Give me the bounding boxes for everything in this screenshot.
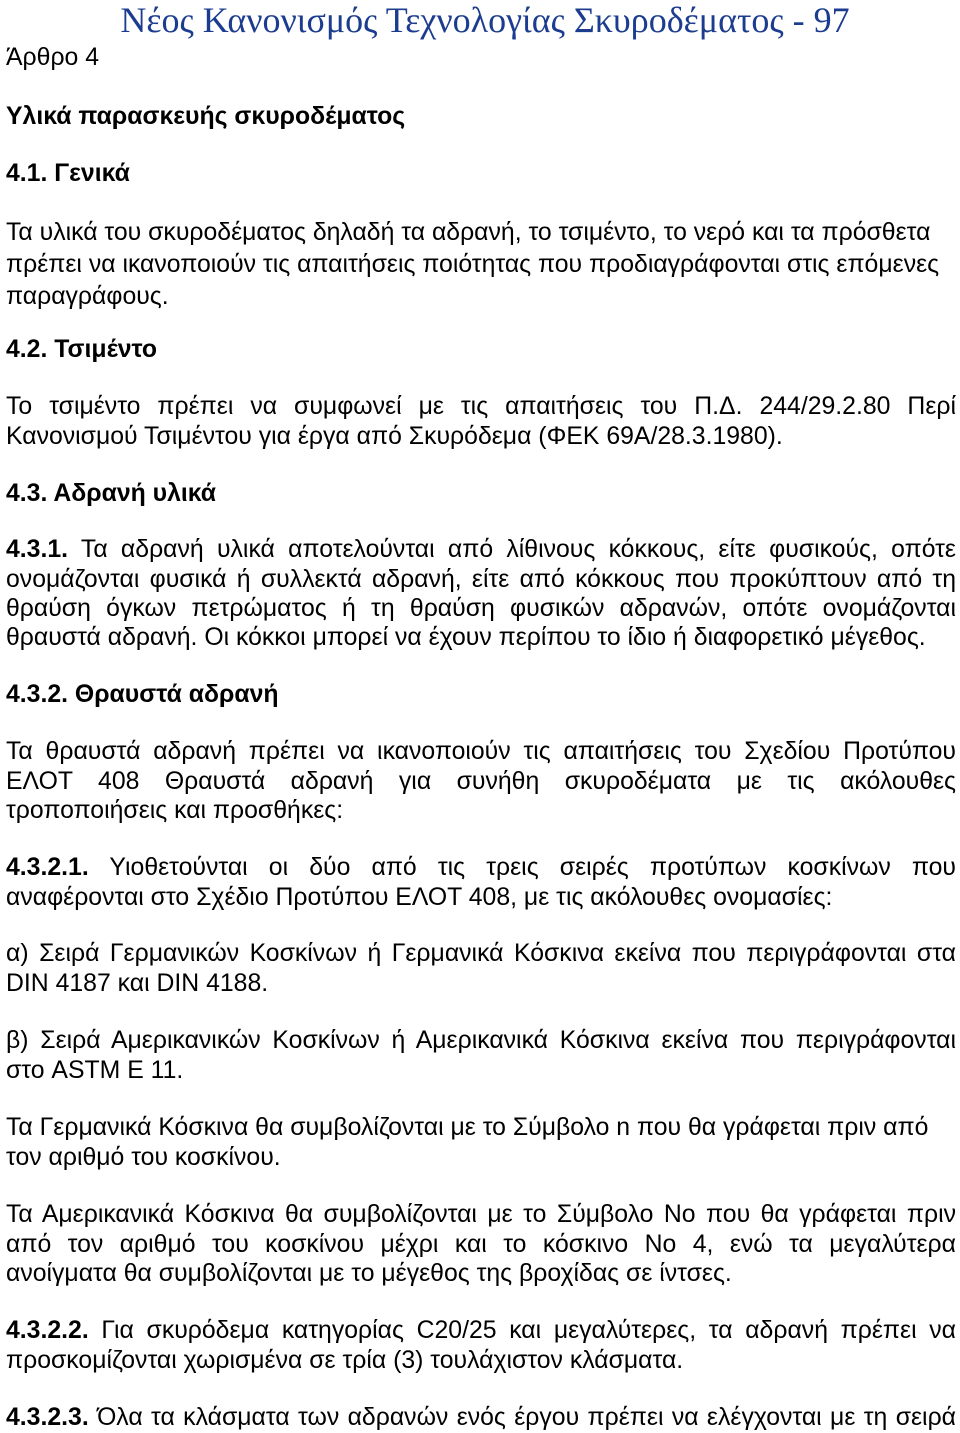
line-text: Για σκυρόδεμα κατηγορίας C20/25 και μεγαλύτερες, τα αδρανή πρέπει να <box>101 1317 956 1345</box>
article-title <box>6 102 956 131</box>
section-heading-4-1 <box>6 159 956 188</box>
clause-number: 4.3.2.1. <box>6 854 89 882</box>
paragraph-line: β) Σειρά Αμερικανικών Κοσκίνων ή Αμερικανικά Κόσκινα εκείνα που περιγράφονται <box>6 1027 956 1055</box>
paragraph-line: DIN 4187 και DIN 4188. <box>6 969 269 997</box>
paragraph-line: Κανονισμού Τσιμέντου για έργα από Σκυρόδεμα (ΦΕΚ 69Α/28.3.1980). <box>6 422 783 450</box>
paragraph-line <box>6 535 956 564</box>
paragraph-4-3-2-1 <box>6 853 956 912</box>
paragraph-4-3-1 <box>6 535 956 653</box>
section-heading-4-2 <box>6 335 956 364</box>
list-item-b <box>6 1026 956 1085</box>
clause-number: 4.3.2.2. <box>6 1317 89 1345</box>
paragraph-line: πρέπει να ικανοποιούν τις απαιτήσεις ποιότητας που προδιαγράφονται στις επόμενες <box>6 251 940 278</box>
paragraph-line: Τα θραυστά αδρανή πρέπει να ικανοποιούν τις απαιτήσεις του Σχεδίου Προτύπου <box>6 738 956 766</box>
section-heading-text: 4.1. Γενικά <box>6 160 130 188</box>
paragraph-line: Το τσιμέντο πρέπει να συμφωνεί με τις απαιτήσεις του Π.Δ. 244/29.2.80 Περί <box>6 393 956 421</box>
paragraph-line: θραύση όγκων πετρώματος ή τη θραύση φυσικών αδρανών, οπότε ονομάζονται <box>6 595 956 623</box>
line-text: Υιοθετούνται οι δύο από τις τρεις σειρές προτύπων κοσκίνων που <box>109 854 956 882</box>
article-number-text: Άρθρο 4 <box>6 44 100 72</box>
paragraph-line: α) Σειρά Γερμανικών Κοσκίνων ή Γερμανικά Κόσκινα εκείνα που περιγράφονται στα <box>6 940 956 968</box>
section-heading-text: 4.3.2. Θραυστά αδρανή <box>6 681 279 709</box>
paragraph-line: τον αριθμό του κοσκίνου. <box>6 1143 281 1171</box>
article-title-text: Υλικά παρασκευής σκυροδέματος <box>6 103 406 131</box>
paragraph-line: από τον αριθμό του κοσκίνου μέχρι και το κόσκινο No 4, ενώ τα μεγαλύτερα <box>6 1230 956 1258</box>
line-text: Τα αδρανή υλικά αποτελούνται από λίθινους κόκκους, είτε φυσικούς, οπότε <box>80 536 956 564</box>
article-number <box>6 43 956 72</box>
line-text: Όλα τα κλάσματα των αδρανών ενός έργου πρέπει να ελέγχονται με τη σειρά <box>97 1404 956 1432</box>
paragraph-line: Τα Γερμανικά Κόσκινα θα συμβολίζονται με το Σύμβολο n που θα γράφεται πριν από <box>6 1114 929 1142</box>
paragraph-line: τροποποιήσεις και προσθήκες: <box>6 797 344 825</box>
paragraph-line <box>6 1316 956 1345</box>
paragraph-american-sieves <box>6 1200 956 1288</box>
paragraph-line: Τα υλικά του σκυροδέματος δηλαδή τα αδρανή, το τσιμέντο, το νερό και τα πρόσθετα <box>6 219 931 246</box>
paragraph-line: Τα Αμερικανικά Κόσκινα θα συμβολίζονται με το Σύμβολο No που θα γράφεται πριν <box>6 1201 956 1229</box>
paragraph-4-3-2-2 <box>6 1316 956 1375</box>
section-heading-text: 4.3. Αδρανή υλικά <box>6 480 217 508</box>
paragraph-line: προσκομίζονται χωρισμένα σε τρία (3) τουλάχιστον κλάσματα. <box>6 1346 684 1374</box>
clause-number: 4.3.1. <box>6 536 69 564</box>
section-heading-text: 4.2. Τσιμέντο <box>6 336 158 364</box>
paragraph-line <box>6 853 956 882</box>
paragraph-cement <box>6 392 956 451</box>
paragraph-line: αναφέρονται στο Σχέδιο Προτύπου ΕΛΟΤ 408, με τις ακόλουθες ονομασίες: <box>6 883 833 911</box>
paragraph-crushed-aggregates <box>6 737 956 825</box>
paragraph-line: ονομάζονται φυσικά ή συλλεκτά αδρανή, είτε από κόκκους που προκύπτουν από τη <box>6 565 956 593</box>
list-item-a <box>6 939 956 998</box>
paragraph-4-3-2-3 <box>6 1403 956 1432</box>
paragraph-line: ανοίγματα θα συμβολίζονται με το μέγεθος της βροχίδας σε ίντσες. <box>6 1260 732 1288</box>
clause-number: 4.3.2.3. <box>6 1404 89 1432</box>
paragraph-line: παραγράφους. <box>6 283 169 310</box>
paragraph-german-sieves <box>6 1113 956 1172</box>
paragraph-line: ΕΛΟΤ 408 Θραυστά αδρανή για συνήθη σκυροδέματα με τις ακόλουθες <box>6 767 956 795</box>
section-heading-4-3-2 <box>6 680 956 709</box>
paragraph-line: στο ASTM E 11. <box>6 1056 184 1084</box>
paragraph-line: θραυστά αδρανή. Οι κόκκοι μπορεί να έχουν περίπου το ίδιο ή διαφορετικό μέγεθος. <box>6 624 926 652</box>
paragraph-general-materials <box>6 217 956 313</box>
paragraph-line <box>6 1403 956 1432</box>
page-header-title: Νέος Κανονισμός Τεχνολογίας Σκυροδέματος - 97 <box>120 0 850 40</box>
section-heading-4-3 <box>6 479 956 508</box>
